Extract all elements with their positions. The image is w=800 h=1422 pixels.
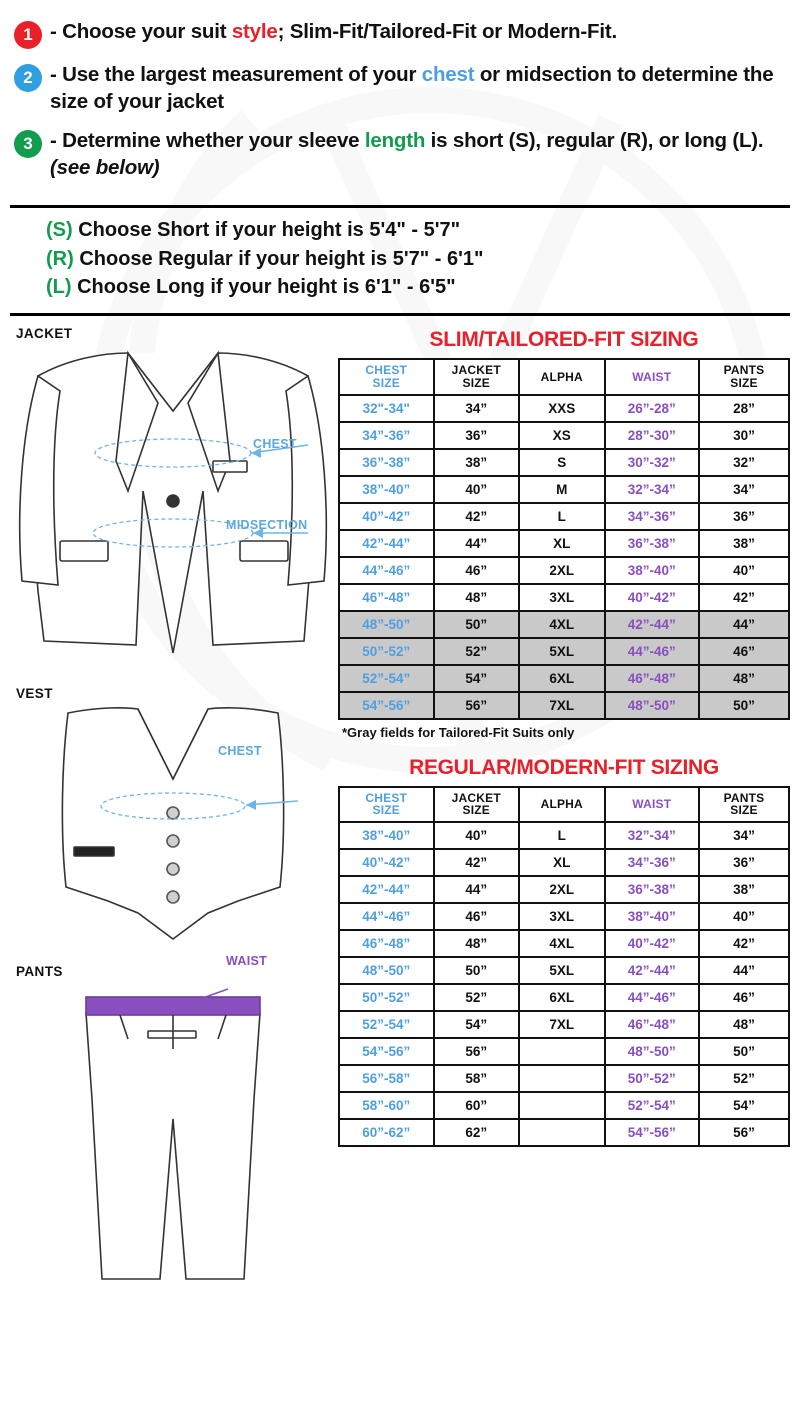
step-2-part-1: chest (421, 63, 475, 86)
table-row (339, 1011, 789, 1038)
table-row (339, 557, 789, 584)
cell-waist: 26”-28” (605, 395, 700, 422)
lower-section (0, 322, 800, 1304)
table2-header-jacket: JACKET SIZE (434, 787, 520, 822)
step-3-part-3: (see below) (50, 156, 160, 180)
slim-tailored-fit-table (338, 358, 790, 719)
vest-chest-callout: CHEST (218, 744, 262, 759)
cell-waist: 40”-42” (605, 930, 700, 957)
cell-alpha: XS (519, 422, 605, 449)
cell-jacket-size: 40” (434, 822, 520, 849)
cell-chest-size: 48”-50” (339, 957, 434, 984)
cell-pants-size: 38” (699, 530, 789, 557)
cell-chest-size: 50”-52” (339, 638, 434, 665)
cell-pants-size: 32” (699, 449, 789, 476)
cell-blackout (519, 1092, 605, 1119)
cell-alpha: 6XL (519, 665, 605, 692)
cell-alpha: M (519, 476, 605, 503)
cell-pants-size: 30” (699, 422, 789, 449)
jacket-chest-callout: CHEST (253, 437, 297, 452)
table-row (339, 876, 789, 903)
cell-pants-size: 38” (699, 876, 789, 903)
divider-top (10, 205, 790, 208)
cell-alpha: 7XL (519, 1011, 605, 1038)
table2-header-alpha: ALPHA (519, 787, 605, 822)
table2-header-chest: CHEST SIZE (339, 787, 434, 822)
table1-title: SLIM/TAILORED-FIT SIZING (429, 328, 699, 352)
table-row (339, 638, 789, 665)
cell-blackout (519, 1038, 605, 1065)
table-row (339, 957, 789, 984)
pants-diagram (8, 979, 338, 1299)
table-row (339, 930, 789, 957)
cell-jacket-size: 40” (434, 476, 520, 503)
cell-waist: 30”-32” (605, 449, 700, 476)
table2-title: REGULAR/MODERN-FIT SIZING (409, 755, 719, 779)
cell-chest-size: 54”-56” (339, 1038, 434, 1065)
cell-waist: 34”-36” (605, 849, 700, 876)
cell-waist: 48”-50” (605, 1038, 700, 1065)
step-1-part-0: - Choose your suit (50, 20, 232, 43)
height-regular-code: (R) (46, 247, 74, 270)
cell-jacket-size: 56” (434, 1038, 520, 1065)
pants-waist-callout: WAIST (226, 954, 268, 969)
step-2-badge: 2 (14, 64, 42, 92)
cell-chest-size: 56”-58” (339, 1065, 434, 1092)
cell-pants-size: 36” (699, 849, 789, 876)
cell-waist: 44”-46” (605, 638, 700, 665)
table1-note: *Gray fields for Tailored-Fit Suits only (342, 724, 575, 740)
table-row (339, 1092, 789, 1119)
cell-alpha: 4XL (519, 930, 605, 957)
height-regular (46, 245, 790, 273)
table-row (339, 903, 789, 930)
step-1 (14, 18, 786, 49)
cell-alpha: L (519, 822, 605, 849)
cell-waist: 46”-48” (605, 1011, 700, 1038)
table1-header-waist: WAIST (605, 359, 700, 394)
table1-header-chest: CHEST SIZE (339, 359, 434, 394)
step-3-part-2: is short (S), regular (R), or long (L). (425, 129, 764, 153)
step-1-badge: 1 (14, 21, 42, 49)
cell-waist: 32”-34” (605, 476, 700, 503)
table1-header-jacket: JACKET SIZE (434, 359, 520, 394)
step-2-part-2: or midsection to determine the size of your jacket (50, 63, 774, 114)
instructions-list (0, 0, 800, 197)
step-1-text (50, 18, 617, 45)
step-2-text (50, 61, 786, 115)
cell-alpha: 4XL (519, 611, 605, 638)
cell-chest-size: 50”-52” (339, 984, 434, 1011)
cell-jacket-size: 56” (434, 692, 520, 719)
cell-waist: 38”-40” (605, 557, 700, 584)
step-3 (14, 127, 786, 181)
step-3-part-1: length (364, 129, 426, 153)
cell-alpha: 7XL (519, 692, 605, 719)
step-2-part-0: - Use the largest measurement of your (50, 63, 422, 86)
cell-chest-size: 54”-56” (339, 692, 434, 719)
cell-pants-size: 34” (699, 822, 789, 849)
cell-pants-size: 50” (699, 1038, 789, 1065)
cell-waist: 40”-42” (605, 584, 700, 611)
cell-pants-size: 28” (699, 395, 789, 422)
cell-waist: 48”-50” (605, 692, 700, 719)
cell-waist: 42”-44” (605, 957, 700, 984)
cell-jacket-size: 42” (434, 849, 520, 876)
cell-alpha: 3XL (519, 584, 605, 611)
cell-alpha: 5XL (519, 957, 605, 984)
cell-alpha: 3XL (519, 903, 605, 930)
cell-alpha: XL (519, 849, 605, 876)
cell-jacket-size: 44” (434, 530, 520, 557)
cell-pants-size: 46” (699, 984, 789, 1011)
cell-jacket-size: 48” (434, 930, 520, 957)
cell-chest-size: 38”-40” (339, 476, 434, 503)
height-long-code: (L) (46, 275, 72, 298)
cell-pants-size: 52” (699, 1065, 789, 1092)
cell-waist: 38”-40” (605, 903, 700, 930)
vest-label: VEST (16, 686, 53, 702)
cell-alpha: XL (519, 530, 605, 557)
step-1-part-2: ; Slim-Fit/Tailored-Fit or Modern-Fit. (277, 20, 617, 43)
cell-waist: 54”-56” (605, 1119, 700, 1146)
cell-pants-size: 48” (699, 1011, 789, 1038)
cell-chest-size: 36”-38” (339, 449, 434, 476)
table-row (339, 822, 789, 849)
cell-jacket-size: 46” (434, 903, 520, 930)
cell-jacket-size: 54” (434, 665, 520, 692)
cell-pants-size: 46” (699, 638, 789, 665)
cell-chest-size: 48”-50” (339, 611, 434, 638)
sizing-tables (338, 322, 790, 1304)
cell-jacket-size: 44” (434, 876, 520, 903)
cell-chest-size: 42”-44” (339, 876, 434, 903)
height-long (46, 273, 790, 301)
cell-waist: 34”-36” (605, 503, 700, 530)
table1-header-alpha: ALPHA (519, 359, 605, 394)
cell-waist: 42”-44” (605, 611, 700, 638)
cell-pants-size: 40” (699, 903, 789, 930)
cell-alpha: 6XL (519, 984, 605, 1011)
cell-chest-size: 42”-44” (339, 530, 434, 557)
cell-alpha: 2XL (519, 876, 605, 903)
table-row (339, 476, 789, 503)
cell-pants-size: 56” (699, 1119, 789, 1146)
vest-diagram (8, 701, 338, 951)
table-row (339, 395, 789, 422)
cell-jacket-size: 50” (434, 611, 520, 638)
step-3-badge: 3 (14, 130, 42, 158)
table-row (339, 530, 789, 557)
cell-jacket-size: 60” (434, 1092, 520, 1119)
cell-jacket-size: 36” (434, 422, 520, 449)
cell-chest-size: 46”-48” (339, 930, 434, 957)
cell-chest-size: 52”-54” (339, 1011, 434, 1038)
cell-jacket-size: 46” (434, 557, 520, 584)
cell-jacket-size: 34” (434, 395, 520, 422)
cell-waist: 36”-38” (605, 530, 700, 557)
cell-jacket-size: 58” (434, 1065, 520, 1092)
cell-chest-size: 52”-54” (339, 665, 434, 692)
pants-label: PANTS (16, 964, 63, 980)
table-row (339, 611, 789, 638)
cell-jacket-size: 62” (434, 1119, 520, 1146)
table-row (339, 849, 789, 876)
cell-alpha: 5XL (519, 638, 605, 665)
cell-pants-size: 36” (699, 503, 789, 530)
cell-chest-size: 58”-60” (339, 1092, 434, 1119)
table-row (339, 422, 789, 449)
table-row (339, 665, 789, 692)
cell-chest-size: 46”-48” (339, 584, 434, 611)
height-short-code: (S) (46, 219, 73, 242)
regular-modern-fit-table (338, 786, 790, 1147)
table-row (339, 1038, 789, 1065)
cell-chest-size: 34”-36” (339, 422, 434, 449)
cell-waist: 46”-48” (605, 665, 700, 692)
cell-alpha: XXS (519, 395, 605, 422)
cell-chest-size: 40”-42” (339, 849, 434, 876)
height-short-text: Choose Short if your height is 5'4" - 5'7" (72, 219, 461, 242)
cell-blackout (519, 1065, 605, 1092)
cell-jacket-size: 38” (434, 449, 520, 476)
cell-chest-size: 60”-62” (339, 1119, 434, 1146)
table-row (339, 692, 789, 719)
table2-header-row (339, 787, 789, 822)
cell-waist: 52”-54” (605, 1092, 700, 1119)
jacket-diagram (8, 341, 338, 671)
cell-pants-size: 48” (699, 665, 789, 692)
cell-alpha: 2XL (519, 557, 605, 584)
height-regular-text: Choose Regular if your height is 5'7" - 6'1" (73, 247, 484, 270)
step-3-part-0: - Determine whether your sleeve (50, 129, 365, 153)
cell-jacket-size: 42” (434, 503, 520, 530)
table-row (339, 449, 789, 476)
table-row (339, 1065, 789, 1092)
cell-jacket-size: 54” (434, 1011, 520, 1038)
cell-waist: 44”-46” (605, 984, 700, 1011)
cell-waist: 36”-38” (605, 876, 700, 903)
cell-alpha: S (519, 449, 605, 476)
cell-waist: 50”-52” (605, 1065, 700, 1092)
cell-pants-size: 42” (699, 930, 789, 957)
table1-header-pants: PANTS SIZE (699, 359, 789, 394)
cell-jacket-size: 48” (434, 584, 520, 611)
cell-jacket-size: 52” (434, 984, 520, 1011)
height-long-text: Choose Long if your height is 6'1" - 6'5" (71, 275, 456, 298)
cell-pants-size: 50” (699, 692, 789, 719)
cell-jacket-size: 52” (434, 638, 520, 665)
cell-chest-size: 38”-40” (339, 822, 434, 849)
table-row (339, 503, 789, 530)
jacket-label: JACKET (16, 326, 73, 342)
cell-pants-size: 54” (699, 1092, 789, 1119)
cell-pants-size: 42” (699, 584, 789, 611)
cell-pants-size: 34” (699, 476, 789, 503)
cell-pants-size: 44” (699, 611, 789, 638)
divider-bottom (10, 313, 790, 316)
cell-pants-size: 40” (699, 557, 789, 584)
table-row (339, 984, 789, 1011)
height-short (46, 216, 790, 244)
cell-waist: 32”-34” (605, 822, 700, 849)
jacket-midsection-callout: MIDSECTION (226, 518, 308, 533)
height-guide (0, 214, 800, 305)
cell-chest-size: 44”-46” (339, 557, 434, 584)
cell-alpha: L (519, 503, 605, 530)
cell-pants-size: 44” (699, 957, 789, 984)
table1-header-row (339, 359, 789, 394)
cell-chest-size: 40”-42” (339, 503, 434, 530)
garment-diagrams (8, 322, 338, 1304)
step-3-text (50, 127, 786, 181)
step-1-part-1: style (231, 20, 278, 43)
cell-chest-size: 44”-46” (339, 903, 434, 930)
table-row (339, 1119, 789, 1146)
step-2 (14, 61, 786, 115)
cell-jacket-size: 50” (434, 957, 520, 984)
table2-header-pants: PANTS SIZE (699, 787, 789, 822)
cell-chest-size: 32"-34" (339, 395, 434, 422)
cell-blackout (519, 1119, 605, 1146)
table-row (339, 584, 789, 611)
table2-header-waist: WAIST (605, 787, 700, 822)
cell-waist: 28”-30” (605, 422, 700, 449)
